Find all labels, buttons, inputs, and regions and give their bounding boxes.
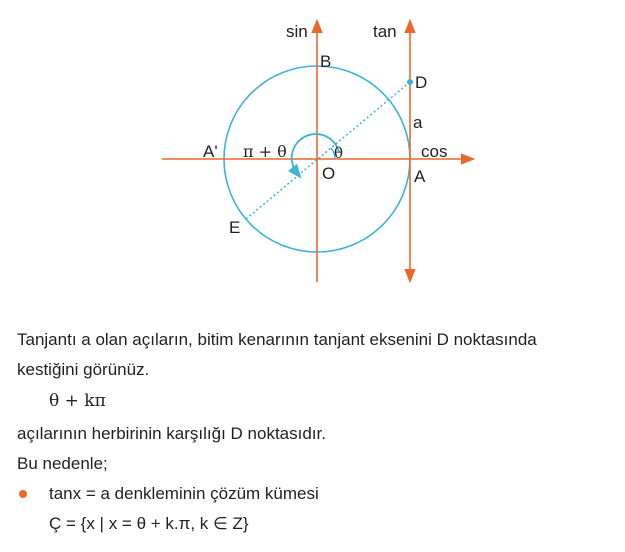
explanation-line-2: kestiğini görünüz. <box>17 360 150 379</box>
point-e-label: E <box>229 218 241 237</box>
point-a-label: A <box>414 167 426 186</box>
point-d-label: D <box>415 73 428 92</box>
sin-axis-label: sin <box>286 22 308 41</box>
point-b-label: B <box>320 52 332 71</box>
solution-set: Ç = {x | x = θ + k.π, k ∈ Z} <box>49 514 249 533</box>
origin-o-label: O <box>322 164 336 183</box>
explanation-line-4: Bu nedenle; <box>17 454 108 473</box>
cos-axis-label: cos <box>421 142 448 161</box>
segment-a-label: a <box>413 113 423 132</box>
explanation-line-1: Tanjantı a olan açıların, bitim kenarının tanjant eksenini D noktasında <box>17 330 537 349</box>
pi-plus-theta-label: π + θ <box>243 142 287 161</box>
general-angle-formula: θ + kπ <box>49 391 106 411</box>
tan-axis-label: tan <box>373 22 397 41</box>
bullet-text: tanx = a denkleminin çözüm kümesi <box>49 484 319 503</box>
point-a-prime-label: A' <box>203 142 218 161</box>
explanation-line-3: açılarının herbirinin karşılığı D noktasıdır. <box>17 424 326 443</box>
theta-label: θ <box>334 144 344 162</box>
point-d-dot <box>407 79 413 85</box>
bullet-icon <box>19 490 27 498</box>
